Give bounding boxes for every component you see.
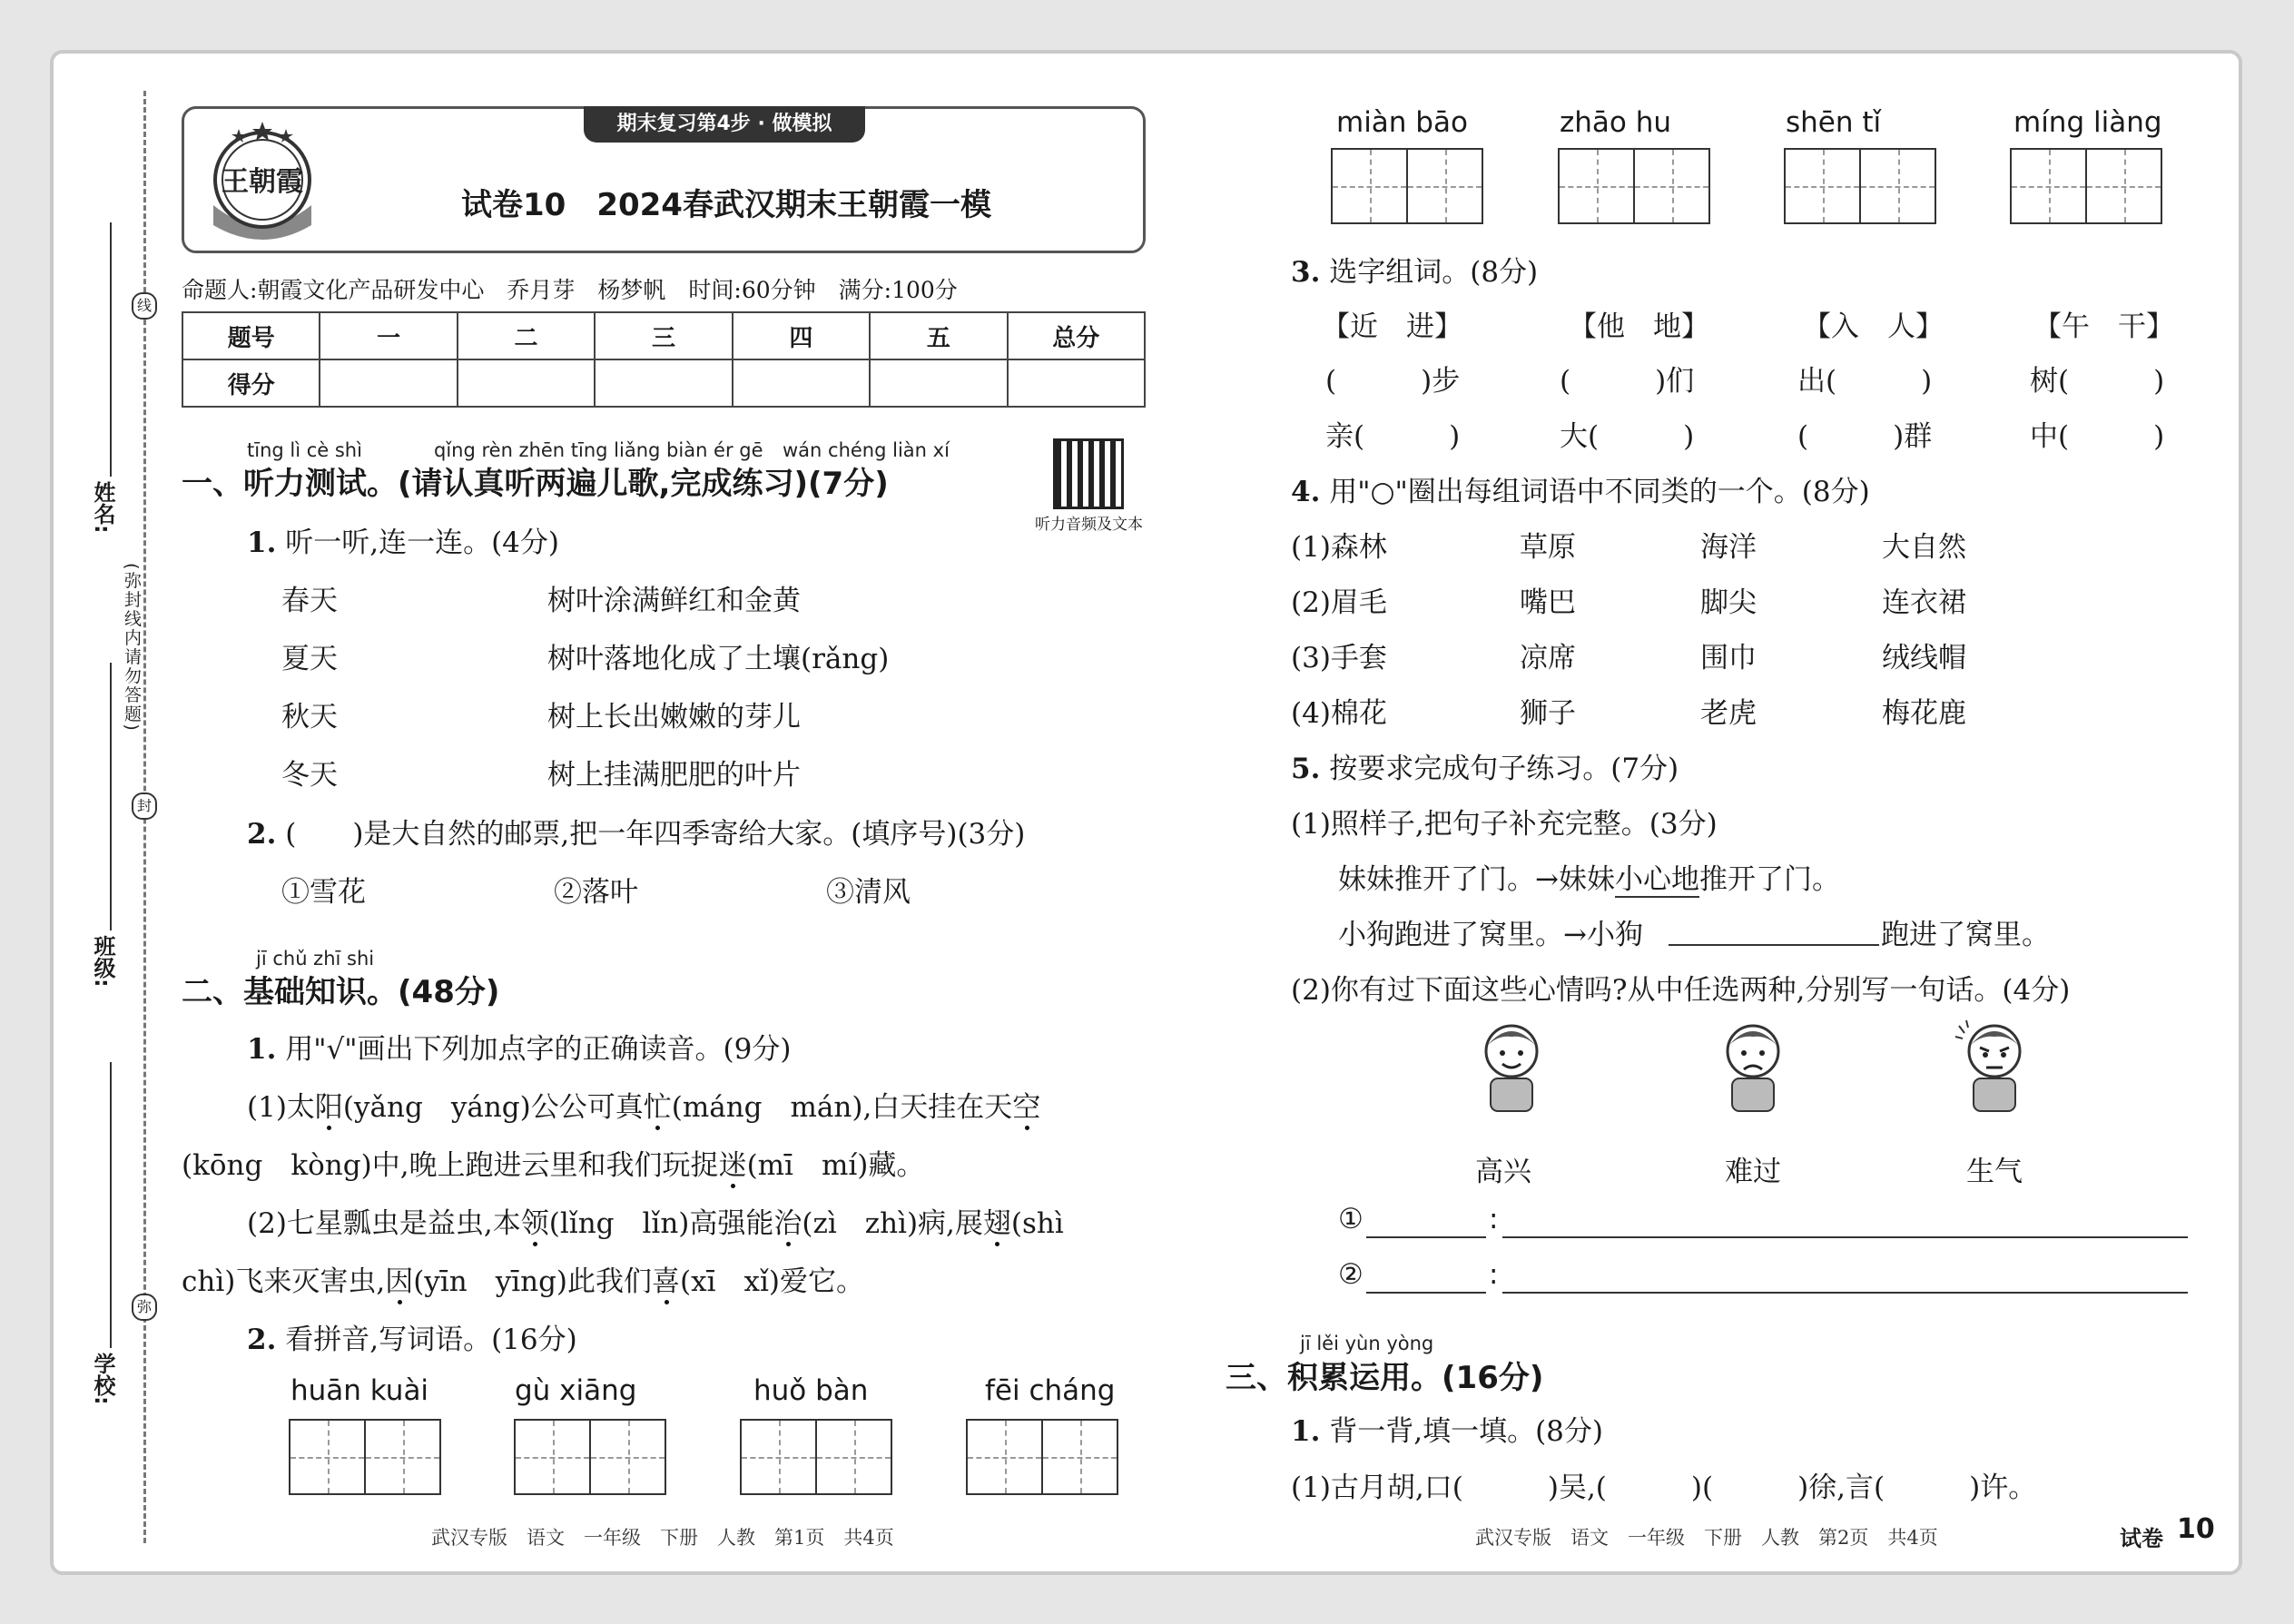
fill-blank[interactable]: ( )群 (1797, 420, 1933, 453)
paper-header (182, 106, 1146, 253)
footer-right: 武汉专版 语文 一年级 下册 人教 第2页 共4页 (1475, 1527, 1938, 1549)
question-2-4: 4. 用"○"圈出每组词语中不同类的一个。(8分) (1291, 476, 1870, 508)
match-right-item[interactable]: 树叶涂满鲜红和金黄 (547, 585, 801, 617)
word-option[interactable]: 嘴巴 (1520, 586, 1576, 619)
pinyin-ruby: tīng lì cè shì (247, 439, 362, 461)
writing-grid[interactable] (2010, 148, 2162, 224)
mood-label: 高兴 (1475, 1156, 1531, 1188)
word-option[interactable]: 梅花鹿 (1882, 697, 1966, 730)
question-1-2: 2. ( )是大自然的邮票,把一年四季寄给大家。(填序号)(3分) (247, 818, 1026, 851)
word-option[interactable]: (3)手套 (1291, 642, 1387, 674)
writing-grid[interactable] (1784, 148, 1936, 224)
pinyin-prompt: shēn tǐ (1786, 106, 1882, 139)
pinyin-prompt: gù xiāng (515, 1374, 637, 1407)
fill-blank[interactable]: 出( ) (1797, 365, 1933, 398)
section-1-title: 一、听力测试。(请认真听两遍儿歌,完成练习)(7分) (182, 466, 889, 502)
class-label: 班级: (90, 935, 115, 988)
reading-line: (2)七星瓢虫是益虫,本领(lǐng lǐn)高强能治(zì zhì)病,展翅(shì (247, 1200, 1064, 1241)
section-3-title: 三、积累运用。(16分) (1226, 1360, 1544, 1396)
word-option[interactable]: 连衣裙 (1882, 586, 1966, 619)
question-2-3: 3. 选字组词。(8分) (1291, 256, 1539, 289)
name-label: 姓名: (90, 481, 115, 534)
sentence-blank[interactable] (1669, 944, 1879, 946)
pinyin-prompt: miàn bāo (1336, 106, 1468, 139)
colon: : (1489, 1258, 1499, 1291)
paper-meta: 命题人:朝霞文化产品研发中心 乔月芽 杨梦帆 时间:60分钟 满分:100分 (182, 277, 958, 303)
question-2-1: 1. 用"√"画出下列加点字的正确读音。(9分) (247, 1033, 792, 1066)
footer-left: 武汉专版 语文 一年级 下册 人教 第1页 共4页 (431, 1527, 894, 1549)
fill-sentence-end: 跑进了窝里。 (1881, 919, 2050, 951)
writing-grid[interactable] (289, 1419, 441, 1495)
pinyin-prompt: huān kuài (290, 1374, 429, 1407)
word-option[interactable]: 凉席 (1520, 642, 1576, 674)
match-right-item[interactable]: 树上长出嫩嫩的芽儿 (547, 701, 801, 733)
class-field[interactable] (110, 663, 112, 930)
binding-mark-seal: 封 (132, 792, 157, 820)
pinyin-prompt: huǒ bàn (753, 1374, 869, 1407)
score-cell: 三 (595, 312, 732, 359)
pinyin-ruby: jī chǔ zhī shi (256, 948, 375, 969)
section-2-title: 二、基础知识。(48分) (182, 974, 500, 1010)
writing-grid[interactable] (1558, 148, 1710, 224)
option-item[interactable]: ②落叶 (554, 876, 638, 909)
word-option[interactable]: (4)棉花 (1291, 697, 1387, 730)
fill-blank[interactable]: 亲( ) (1325, 420, 1461, 453)
score-cell: 四 (733, 312, 870, 359)
option-item[interactable]: ①雪花 (281, 876, 366, 909)
paper-number: 10 (2177, 1513, 2215, 1545)
colon: : (1489, 1203, 1499, 1235)
option-item[interactable]: ③清风 (826, 876, 911, 909)
mood-label: 生气 (1966, 1156, 2023, 1188)
match-left-item[interactable]: 冬天 (281, 759, 338, 792)
pinyin-ruby: qǐng rèn zhēn tīng liǎng biàn ér gē (434, 439, 763, 461)
word-option[interactable]: 海洋 (1700, 531, 1757, 564)
score-input[interactable] (458, 359, 595, 407)
reading-line: (1)太阳(yǎng yáng)公公可真忙(máng mán),白天挂在天空 (247, 1084, 1040, 1125)
char-group: 【他 地】 (1569, 310, 1709, 343)
example-sentence: 妹妹推开了门。→妹妹小心地推开了门。 (1338, 863, 1840, 896)
word-option[interactable]: 围巾 (1700, 642, 1757, 674)
question-1-1: 1. 听一听,连一连。(4分) (247, 527, 559, 559)
sentence-blank[interactable] (1502, 1236, 2188, 1238)
paper-title: 试卷10 2024春武汉期末王朝霞一模 (461, 187, 991, 223)
writing-grid[interactable] (740, 1419, 892, 1495)
school-field[interactable] (110, 1062, 112, 1348)
recite-fill-line[interactable]: (1)古月胡,口( )吴,( )( )徐,言( )许。 (1291, 1471, 2037, 1504)
word-option[interactable]: 狮子 (1520, 697, 1576, 730)
qr-caption: 听力音频及文本 (1035, 516, 1143, 534)
score-cell: 一 (320, 312, 457, 359)
name-field[interactable] (110, 222, 112, 477)
writing-grid[interactable] (966, 1419, 1118, 1495)
pinyin-ruby: jī lěi yùn yòng (1300, 1333, 1434, 1354)
pinyin-prompt: zhāo hu (1560, 106, 1672, 139)
pinyin-prompt: fēi cháng (985, 1374, 1116, 1407)
fill-blank[interactable]: ( )们 (1560, 365, 1695, 398)
angry-boy-icon (1954, 1017, 2035, 1117)
mood-label: 难过 (1725, 1156, 1781, 1188)
char-group: 【入 人】 (1803, 310, 1944, 343)
score-input[interactable] (1008, 359, 1145, 407)
word-option[interactable]: 大自然 (1882, 531, 1966, 564)
question-2-5: 5. 按要求完成句子练习。(7分) (1291, 753, 1679, 785)
binding-note: (弥封线内请勿答题) (122, 563, 142, 733)
score-input[interactable] (320, 359, 457, 407)
match-left-item[interactable]: 夏天 (281, 643, 338, 675)
school-label: 学校: (90, 1353, 115, 1405)
binding-mark-mi: 弥 (132, 1294, 157, 1321)
char-group: 【午 干】 (2033, 310, 2174, 343)
score-cell: 五 (870, 312, 1007, 359)
svg-text:王朝霞: 王朝霞 (222, 166, 303, 198)
stage-tag: 期末复习第4步 · 做模拟 (584, 106, 865, 143)
match-right-item[interactable]: 树叶落地化成了土壤(rǎng) (547, 643, 890, 675)
question-3-1: 1. 背一背,填一填。(8分) (1291, 1415, 1603, 1448)
mood-blank[interactable] (1366, 1236, 1486, 1238)
brand-logo-icon (204, 118, 320, 247)
sentence-blank[interactable] (1502, 1292, 2188, 1294)
score-table (182, 311, 1146, 408)
paper-label: 试卷 (2120, 1526, 2163, 1551)
qr-code-icon[interactable] (1053, 438, 1124, 509)
writing-grid[interactable] (514, 1419, 666, 1495)
fill-sentence-start: 小狗跑进了窝里。→小狗 (1338, 919, 1643, 951)
word-option[interactable]: 脚尖 (1700, 586, 1757, 619)
sad-boy-icon (1712, 1017, 1794, 1117)
question-2-2: 2. 看拼音,写词语。(16分) (247, 1324, 577, 1356)
pinyin-prompt: míng liàng (2013, 106, 2162, 139)
score-input[interactable] (870, 359, 1007, 407)
word-option[interactable]: 草原 (1520, 531, 1576, 564)
score-cell: 题号 (182, 312, 320, 359)
score-input[interactable] (595, 359, 732, 407)
match-left-item[interactable]: 春天 (281, 585, 338, 617)
reading-line: chì)飞来灭害虫,因(yīn yīng)此我们喜(xī xǐ)爱它。 (182, 1258, 864, 1299)
score-input[interactable] (733, 359, 870, 407)
word-option[interactable]: 绒线帽 (1882, 642, 1966, 674)
fill-blank[interactable]: 大( ) (1560, 420, 1695, 453)
subquestion: (1)照样子,把句子补充完整。(3分) (1291, 808, 1718, 841)
match-left-item[interactable]: 秋天 (281, 701, 338, 733)
answer-mark: ② (1338, 1258, 1364, 1291)
char-group: 【近 进】 (1322, 310, 1462, 343)
reading-line: (kōng kòng)中,晚上跑进云里和我们玩捉迷(mī mí)藏。 (182, 1142, 924, 1183)
score-cell: 得分 (182, 359, 320, 407)
word-option[interactable]: (2)眉毛 (1291, 586, 1387, 619)
binding-mark-line: 线 (132, 292, 157, 320)
score-table-row (182, 312, 1145, 359)
subquestion: (2)你有过下面这些心情吗?从中任选两种,分别写一句话。(4分) (1291, 974, 2071, 1007)
word-option[interactable]: 老虎 (1700, 697, 1757, 730)
mood-blank[interactable] (1366, 1292, 1486, 1294)
pinyin-ruby: wán chéng liàn xí (783, 439, 950, 461)
fill-blank[interactable]: 中( ) (2030, 420, 2165, 453)
happy-boy-icon (1471, 1017, 1552, 1117)
score-cell: 总分 (1008, 312, 1145, 359)
fill-blank[interactable]: ( )步 (1325, 365, 1461, 398)
writing-grid[interactable] (1331, 148, 1483, 224)
fill-blank[interactable]: 树( ) (2030, 365, 2165, 398)
word-option[interactable]: (1)森林 (1291, 531, 1387, 564)
match-right-item[interactable]: 树上挂满肥肥的叶片 (547, 759, 801, 792)
score-cell: 二 (458, 312, 595, 359)
score-table-row (182, 359, 1145, 407)
answer-mark: ① (1338, 1203, 1364, 1235)
